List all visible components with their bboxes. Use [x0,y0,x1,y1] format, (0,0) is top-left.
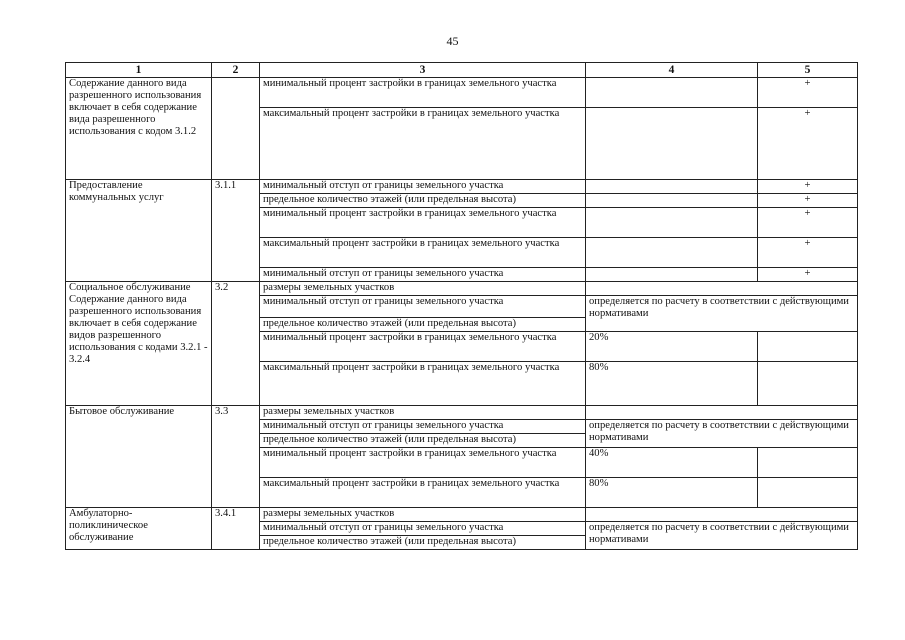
mark-cell [758,448,858,478]
mark-cell: + [758,268,858,282]
parameter-cell: максимальный процент застройки в границах земельного участка [260,362,586,406]
group-name-cell: Предоставление коммунальных услуг [66,180,212,282]
parameter-cell: минимальный отступ от границы земельного участка [260,522,586,536]
parameter-cell: размеры земельных участков [260,282,586,296]
mark-cell: + [758,78,858,108]
mark-cell: + [758,180,858,194]
value-cell [586,268,758,282]
value-cell [586,108,758,180]
table-row [66,508,858,522]
value-cell [586,238,758,268]
parameter-cell: размеры земельных участков [260,406,586,420]
value-cell: 80% [586,362,758,406]
land-use-table [65,62,858,550]
col-header-3: 3 [260,63,586,78]
table-row [66,406,858,420]
group-code-cell: 3.1.1 [212,180,260,282]
mark-cell [758,362,858,406]
parameter-cell: минимальный процент застройки в границах земельного участка [260,78,586,108]
group-name-cell: Социальное обслуживание Содержание данного вида разрешенного использования включает в себя содержание видов разрешенного использования с кодами 3.2.1 - 3.2.4 [66,282,212,406]
mark-cell [758,478,858,508]
value-cell: определяется по расчету в соответствии с действующими нормативами [586,296,858,332]
col-header-4: 4 [586,63,758,78]
page-number: 45 [446,34,459,48]
value-cell [586,508,858,522]
value-cell [586,282,858,296]
parameter-cell: предельное количество этажей (или предельная высота) [260,194,586,208]
value-cell [586,194,758,208]
value-cell: определяется по расчету в соответствии с действующими нормативами [586,522,858,550]
table-row [66,180,858,194]
value-cell: 40% [586,448,758,478]
parameter-cell: размеры земельных участков [260,508,586,522]
parameter-cell: минимальный процент застройки в границах земельного участка [260,208,586,238]
mark-cell: + [758,108,858,180]
parameter-cell: минимальный процент застройки в границах земельного участка [260,332,586,362]
col-header-2: 2 [212,63,260,78]
parameter-cell: предельное количество этажей (или предельная высота) [260,434,586,448]
parameter-cell: максимальный процент застройки в границах земельного участка [260,478,586,508]
parameter-cell: минимальный отступ от границы земельного участка [260,420,586,434]
parameter-cell: минимальный отступ от границы земельного участка [260,268,586,282]
group-name-cell: Амбулаторно-поликлиническое обслуживание [66,508,212,550]
table-row [66,282,858,296]
header-row [66,63,858,78]
parameter-cell: предельное количество этажей (или предельная высота) [260,536,586,550]
group-code-cell: 3.3 [212,406,260,508]
value-cell: 80% [586,478,758,508]
parameter-cell: максимальный процент застройки в границах земельного участка [260,108,586,180]
parameter-cell: минимальный процент застройки в границах земельного участка [260,448,586,478]
col-header-1: 1 [66,63,212,78]
mark-cell: + [758,194,858,208]
mark-cell [758,332,858,362]
group-name-cell: Бытовое обслуживание [66,406,212,508]
mark-cell: + [758,208,858,238]
value-cell [586,180,758,194]
value-cell [586,78,758,108]
mark-cell: + [758,238,858,268]
parameter-cell: минимальный отступ от границы земельного участка [260,180,586,194]
group-code-cell: 3.2 [212,282,260,406]
group-name-cell: Содержание данного вида разрешенного использования включает в себя содержание вида разрешенного использования с кодом 3.1.2 [66,78,212,180]
value-cell [586,208,758,238]
table-row [66,78,858,108]
parameter-cell: минимальный отступ от границы земельного участка [260,296,586,318]
group-code-cell: 3.4.1 [212,508,260,550]
value-cell [586,406,858,420]
col-header-5: 5 [758,63,858,78]
parameter-cell: максимальный процент застройки в границах земельного участка [260,238,586,268]
value-cell: определяется по расчету в соответствии с действующими нормативами [586,420,858,448]
parameter-cell: предельное количество этажей (или предельная высота) [260,318,586,332]
value-cell: 20% [586,332,758,362]
group-code-cell [212,78,260,180]
